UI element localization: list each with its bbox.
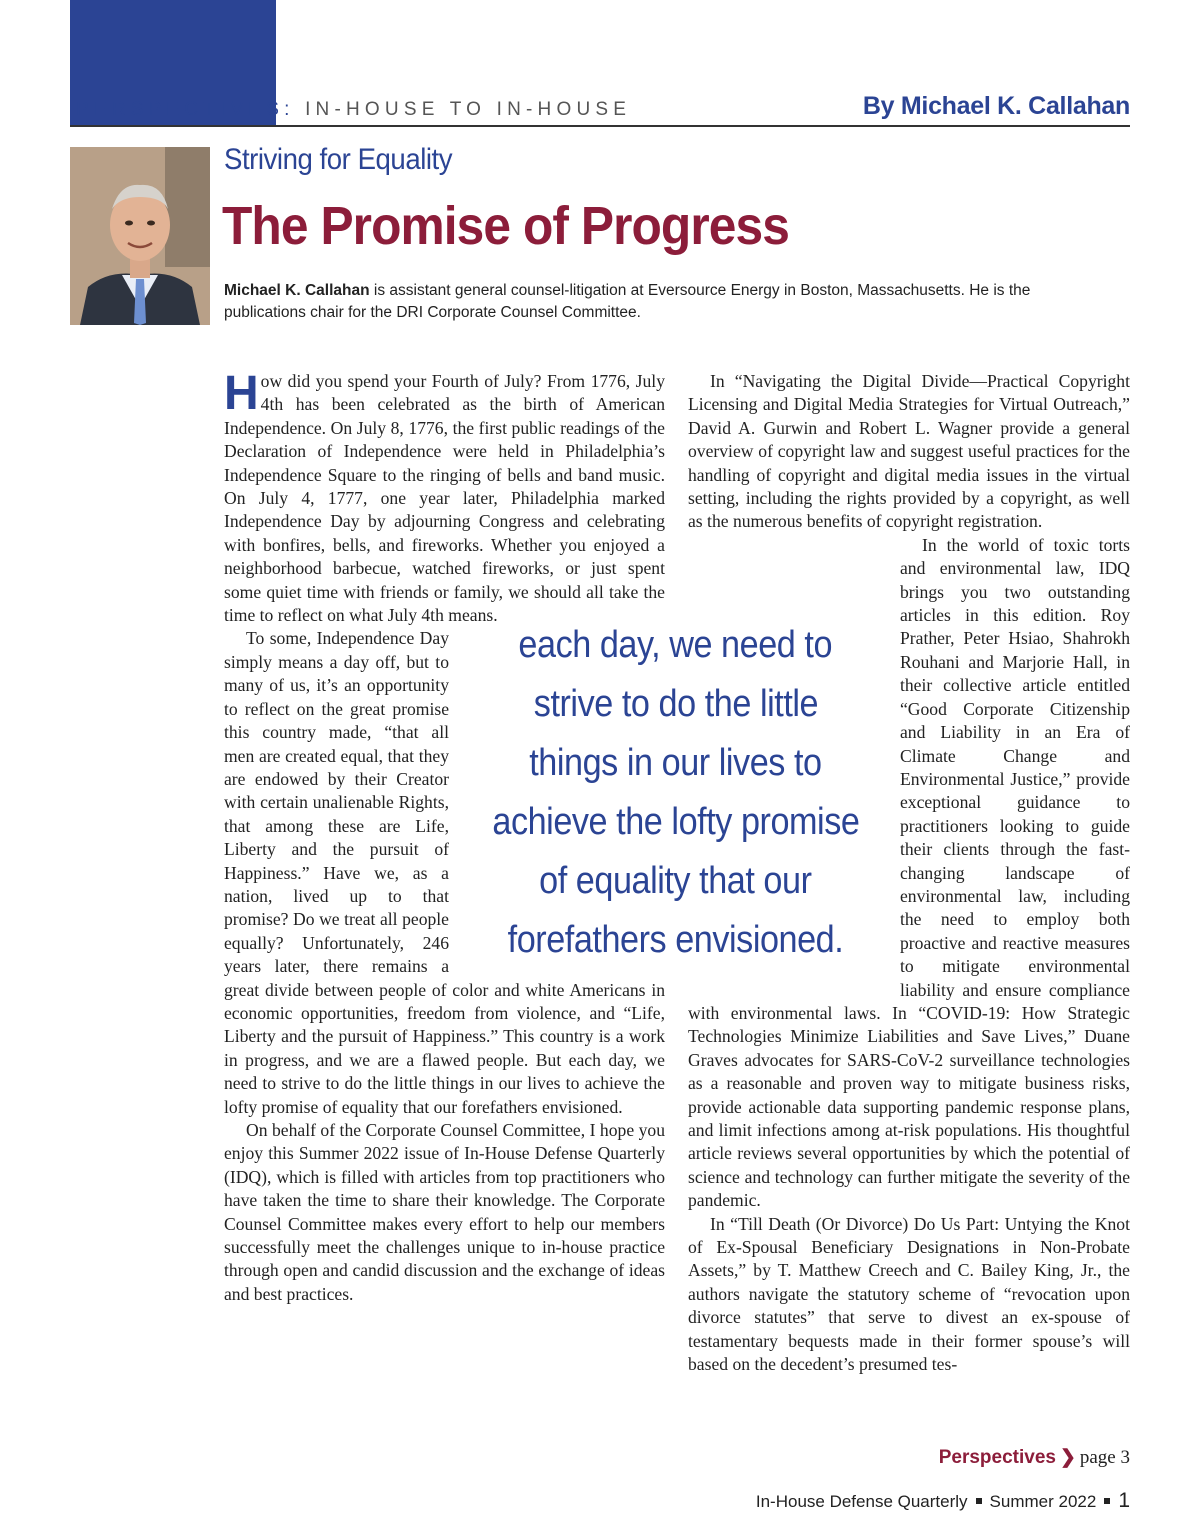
article-subtitle: Striving for Equality [224,143,453,176]
footer-issue: Summer 2022 [989,1492,1097,1511]
continuation-page: page 3 [1079,1447,1130,1468]
paragraph-5-text: In the world of toxic torts and environmental law, IDQ brings you two outstanding articles in this edition. Roy Prather, Peter Hsiao, Shahrokh Rouhani and Marjorie Hall, in their collective article entitled “Good Corporate Citizenship and Liability in an Era of Climate Change and Environmental Justice,” provide exceptional guidance to practitioners looking to guide their clients through the fast-changing landscape of environmental law, including the need to employ both proactive and reactive measures to mitigate environmental liability and ensure compliance with environmental laws. In “COVID-19: How Strategic Technologies Minimize Liabilities and Save Lives,” Duane Graves advocates for SARS-CoV-2 surveillance technologies as a reasonable and proven way to mitigate business risks, provide actionable data supporting pandemic response plans, and limit infections among at-risk populations. His thoughtful article reviews several opportunities by which the potential of science and technology can further mitigate the severity of the pandemic. [688,534,1130,1211]
pull-quote-line: achieve the lofty promise [491,801,860,843]
continuation-label: Perspectives [938,1447,1056,1468]
footer-publication: In-House Defense Quarterly [755,1492,968,1511]
kicker-sub: IN-HOUSE TO IN-HOUSE [305,99,632,120]
paragraph-4: In “Navigating the Digital Divide—Practical Copyright Licensing and Digital Media Strategies for Virtual Outreach,” David A. Gurwin and Robert L. Wagner provide a general overview of copyright law and suggest useful practices for the handling of copyright and digital media issues in the virtual setting, including the rights provided by a copyright, as well as the numerous benefits of copyright registration. [688,371,1130,532]
chevron-right-icon: ❯ [1059,1447,1076,1468]
bio-text: is assistant general counsel-litigation at Eversource Energy in Boston, Massachusetts. He is the publications chair for the DRI Corporate Counsel Committee. [224,282,1031,321]
page-footer [756,1489,1130,1513]
author-photo [70,147,210,325]
pull-quote-line: of equality that our [539,860,812,902]
paragraph-1 [224,367,665,627]
kicker-main: PERSPECTIVES: [76,99,295,120]
paragraph-1-text: ow did you spend your Fourth of July? From 1776, July 4th has been celebrated as the birth of American Independence. On July 8, 1776, the first public readings of the Declaration of Independence were held in Philadelphia’s Independence Square to the ringing of bells and band music. On July 4, 1777, one year later, Philadelphia marked Independence Day by adjourning Congress and celebrating with bonfires, bells, and fireworks. Whether you enjoyed a neighborhood barbecue, watched fireworks, or just spent some quiet time with friends or family, we should all take the time to reflect on what July 4th means. [224,371,665,626]
pull-quote-line: strive to do the little [533,683,818,725]
pull-quote-line: things in our lives to [529,742,822,784]
footer-page-number: 1 [1118,1489,1130,1512]
paragraph-6: In “Till Death (Or Divorce) Do Us Part: Untying the Knot of Ex-Spousal Beneficiary Designations in Non-Probate Assets,” by T. Matthew Creech and C. Bailey King, Jr., the authors navigate the statutory scheme of “revocation upon divorce statutes” that serve to divest an ex-spouse of testamentary bequests made in their former spouse’s will based on the decedent’s presumed tes- [688,1213,1130,1375]
byline: By Michael K. Callahan [862,92,1130,120]
bio-name: Michael K. Callahan [224,282,370,299]
drop-cap: H [224,367,259,420]
author-bio [224,280,1104,324]
section-kicker [76,99,631,121]
square-bullet-icon [1104,1498,1110,1504]
square-bullet-icon [976,1498,982,1504]
pull-quote [468,616,883,970]
continuation-link[interactable] [939,1446,1130,1469]
article-title: The Promise of Progress [222,196,789,256]
paragraph-3: On behalf of the Corporate Counsel Committee, I hope you enjoy this Summer 2022 issue of In-House Defense Quarterly (IDQ), which is filled with articles from top practitioners who have taken the time to share their knowledge. The Corporate Counsel Committee makes every effort to help our members successfully meet the challenges unique to in-house practice through open and candid discussion and the exchange of ideas and best practices. [224,1120,665,1304]
header-rule [70,125,1130,127]
paragraph-2-text: To some, Independence Day simply means a day off, but to many of us, it’s an opportunity to reflect on the great promise this country made, “that all men are created equal, that they are endowed by their Creator with certain unalienable Rights, that among these are Life, Liberty and the pursuit of Happiness.” Have we, as a nation, lived up to that promise? Do we treat all people equally? Unfortunately, 246 years later, there remains a great divide between people of color and white Americans in economic opportunities, freedom from violence, and “Life, Liberty and the pursuit of Happiness.” This country is a work in progress, and we are a flawed people. But each day, we need to strive to do the little things in our lives to achieve the lofty promise of equality that our forefathers envisioned. [224,628,665,1117]
pull-quote-line: forefathers envisioned. [507,919,844,961]
pull-quote-line: each day, we need to [518,624,833,666]
